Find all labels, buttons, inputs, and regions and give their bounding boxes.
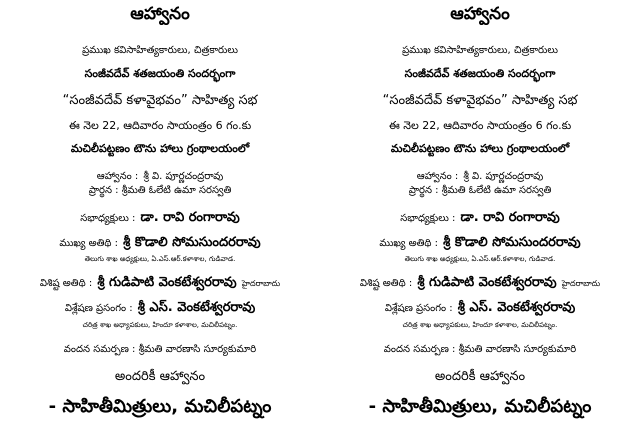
special-suffix: హైదరాబాదు [241, 279, 281, 288]
chief-desc: తెలుగు శాఖ అధ్యక్షులు, ఏ.ఎస్.ఆర్.కళాశాల, గుడివాడ. [404, 255, 556, 263]
event-venue: మచిలీపట్టణం టౌను హాలు గ్రంథాలయంలో [390, 142, 570, 155]
prayer-row: ప్రార్థన : శ్రీమతి ఓలేటి ఉమా సరస్వతి [88, 185, 232, 196]
chair-name: డా. రావి రంగారావు [460, 210, 560, 225]
chief-name: శ్రీ కొడాలి సోమసుందరరావు [123, 235, 261, 250]
invite-row [320, 166, 640, 182]
special-name: శ్రీ గుడిపాటి వెంకటేశ్వరరావు [97, 275, 237, 290]
chief-label: ముఖ్య అతిథి : [379, 238, 439, 249]
invite-name: శ్రీ వి. పూర్ణచంద్రరావు [143, 171, 224, 182]
all-invite: అందరికీ ఆహ్వానం [434, 369, 526, 384]
chief-row [320, 233, 640, 249]
chief-row [0, 233, 320, 249]
analysis-label: విశ్లేషణ ప్రసంగం : [64, 303, 133, 314]
analysis-desc: చరిత్ర శాఖ అధ్యాపకులు, హిందూ కళాశాల, మచిలీపట్నం. [402, 321, 558, 329]
analysis-name: శ్రీ ఎస్. వెంకటేశ్వరరావు [457, 300, 576, 315]
chair-label: సభాధ్యక్షులు : [80, 213, 136, 224]
invitation-right [320, 0, 640, 437]
analysis-row [320, 298, 640, 314]
signature: - సాహితీమిత్రులు, మచిలీపట్నం [368, 396, 592, 417]
signature: - సాహితీమిత్రులు, మచిలీపట్నం [48, 396, 272, 417]
analysis-desc: చరిత్ర శాఖ అధ్యాపకులు, హిందూ కళాశాల, మచిలీపట్నం. [82, 321, 238, 329]
event-name: “సంజీవదేవ్ కళావైభవం” సాహిత్య సభ [62, 93, 258, 108]
chief-desc: తెలుగు శాఖ అధ్యక్షులు, ఏ.ఎస్.ఆర్.కళాశాల, గుడివాడ. [84, 255, 236, 263]
special-label: విశిష్ట అతిథి : [39, 278, 93, 289]
chair-label: సభాధ్యక్షులు : [400, 213, 456, 224]
occasion-line: సంజీవదేవ్ శతజయంతి సందర్భంగా [84, 67, 236, 80]
analysis-row [0, 298, 320, 314]
all-invite: అందరికీ ఆహ్వానం [114, 369, 206, 384]
invite-label: ఆహ్వానం : [416, 171, 459, 182]
thanks-row: వందన సమర్పణ : శ్రీమతి వారణాసి సూర్యకుమారి [383, 344, 577, 355]
invite-row [0, 166, 320, 182]
invitation-title: ఆహ్వానం [130, 4, 190, 24]
invite-name: శ్రీ వి. పూర్ణచంద్రరావు [463, 171, 544, 182]
event-date: ఈ నెల 22, ఆదివారం సాయంత్రం 6 గం.కు [68, 119, 252, 132]
event-name: “సంజీవదేవ్ కళావైభవం” సాహిత్య సభ [382, 93, 578, 108]
event-venue: మచిలీపట్టణం టౌను హాలు గ్రంథాలయంలో [70, 142, 250, 155]
chief-name: శ్రీ కొడాలి సోమసుందరరావు [443, 235, 581, 250]
event-date: ఈ నెల 22, ఆదివారం సాయంత్రం 6 గం.కు [388, 119, 572, 132]
intro-line: ప్రముఖ కవిసాహిత్యకారులు, చిత్రకారులు [82, 45, 238, 56]
special-row [320, 273, 640, 289]
thanks-row: వందన సమర్పణ : శ్రీమతి వారణాసి సూర్యకుమారి [63, 344, 257, 355]
invitation-title: ఆహ్వానం [450, 4, 510, 24]
special-suffix: హైదరాబాదు [561, 279, 601, 288]
analysis-name: శ్రీ ఎస్. వెంకటేశ్వరరావు [137, 300, 256, 315]
special-label: విశిష్ట అతిథి : [359, 278, 413, 289]
chair-row [0, 208, 320, 224]
chair-name: డా. రావి రంగారావు [140, 210, 240, 225]
analysis-label: విశ్లేషణ ప్రసంగం : [384, 303, 453, 314]
chair-row [320, 208, 640, 224]
invite-label: ఆహ్వానం : [96, 171, 139, 182]
special-row [0, 273, 320, 289]
intro-line: ప్రముఖ కవిసాహిత్యకారులు, చిత్రకారులు [402, 45, 558, 56]
occasion-line: సంజీవదేవ్ శతజయంతి సందర్భంగా [404, 67, 556, 80]
special-name: శ్రీ గుడిపాటి వెంకటేశ్వరరావు [417, 275, 557, 290]
prayer-row: ప్రార్థన : శ్రీమతి ఓలేటి ఉమా సరస్వతి [408, 185, 552, 196]
chief-label: ముఖ్య అతిథి : [59, 238, 119, 249]
